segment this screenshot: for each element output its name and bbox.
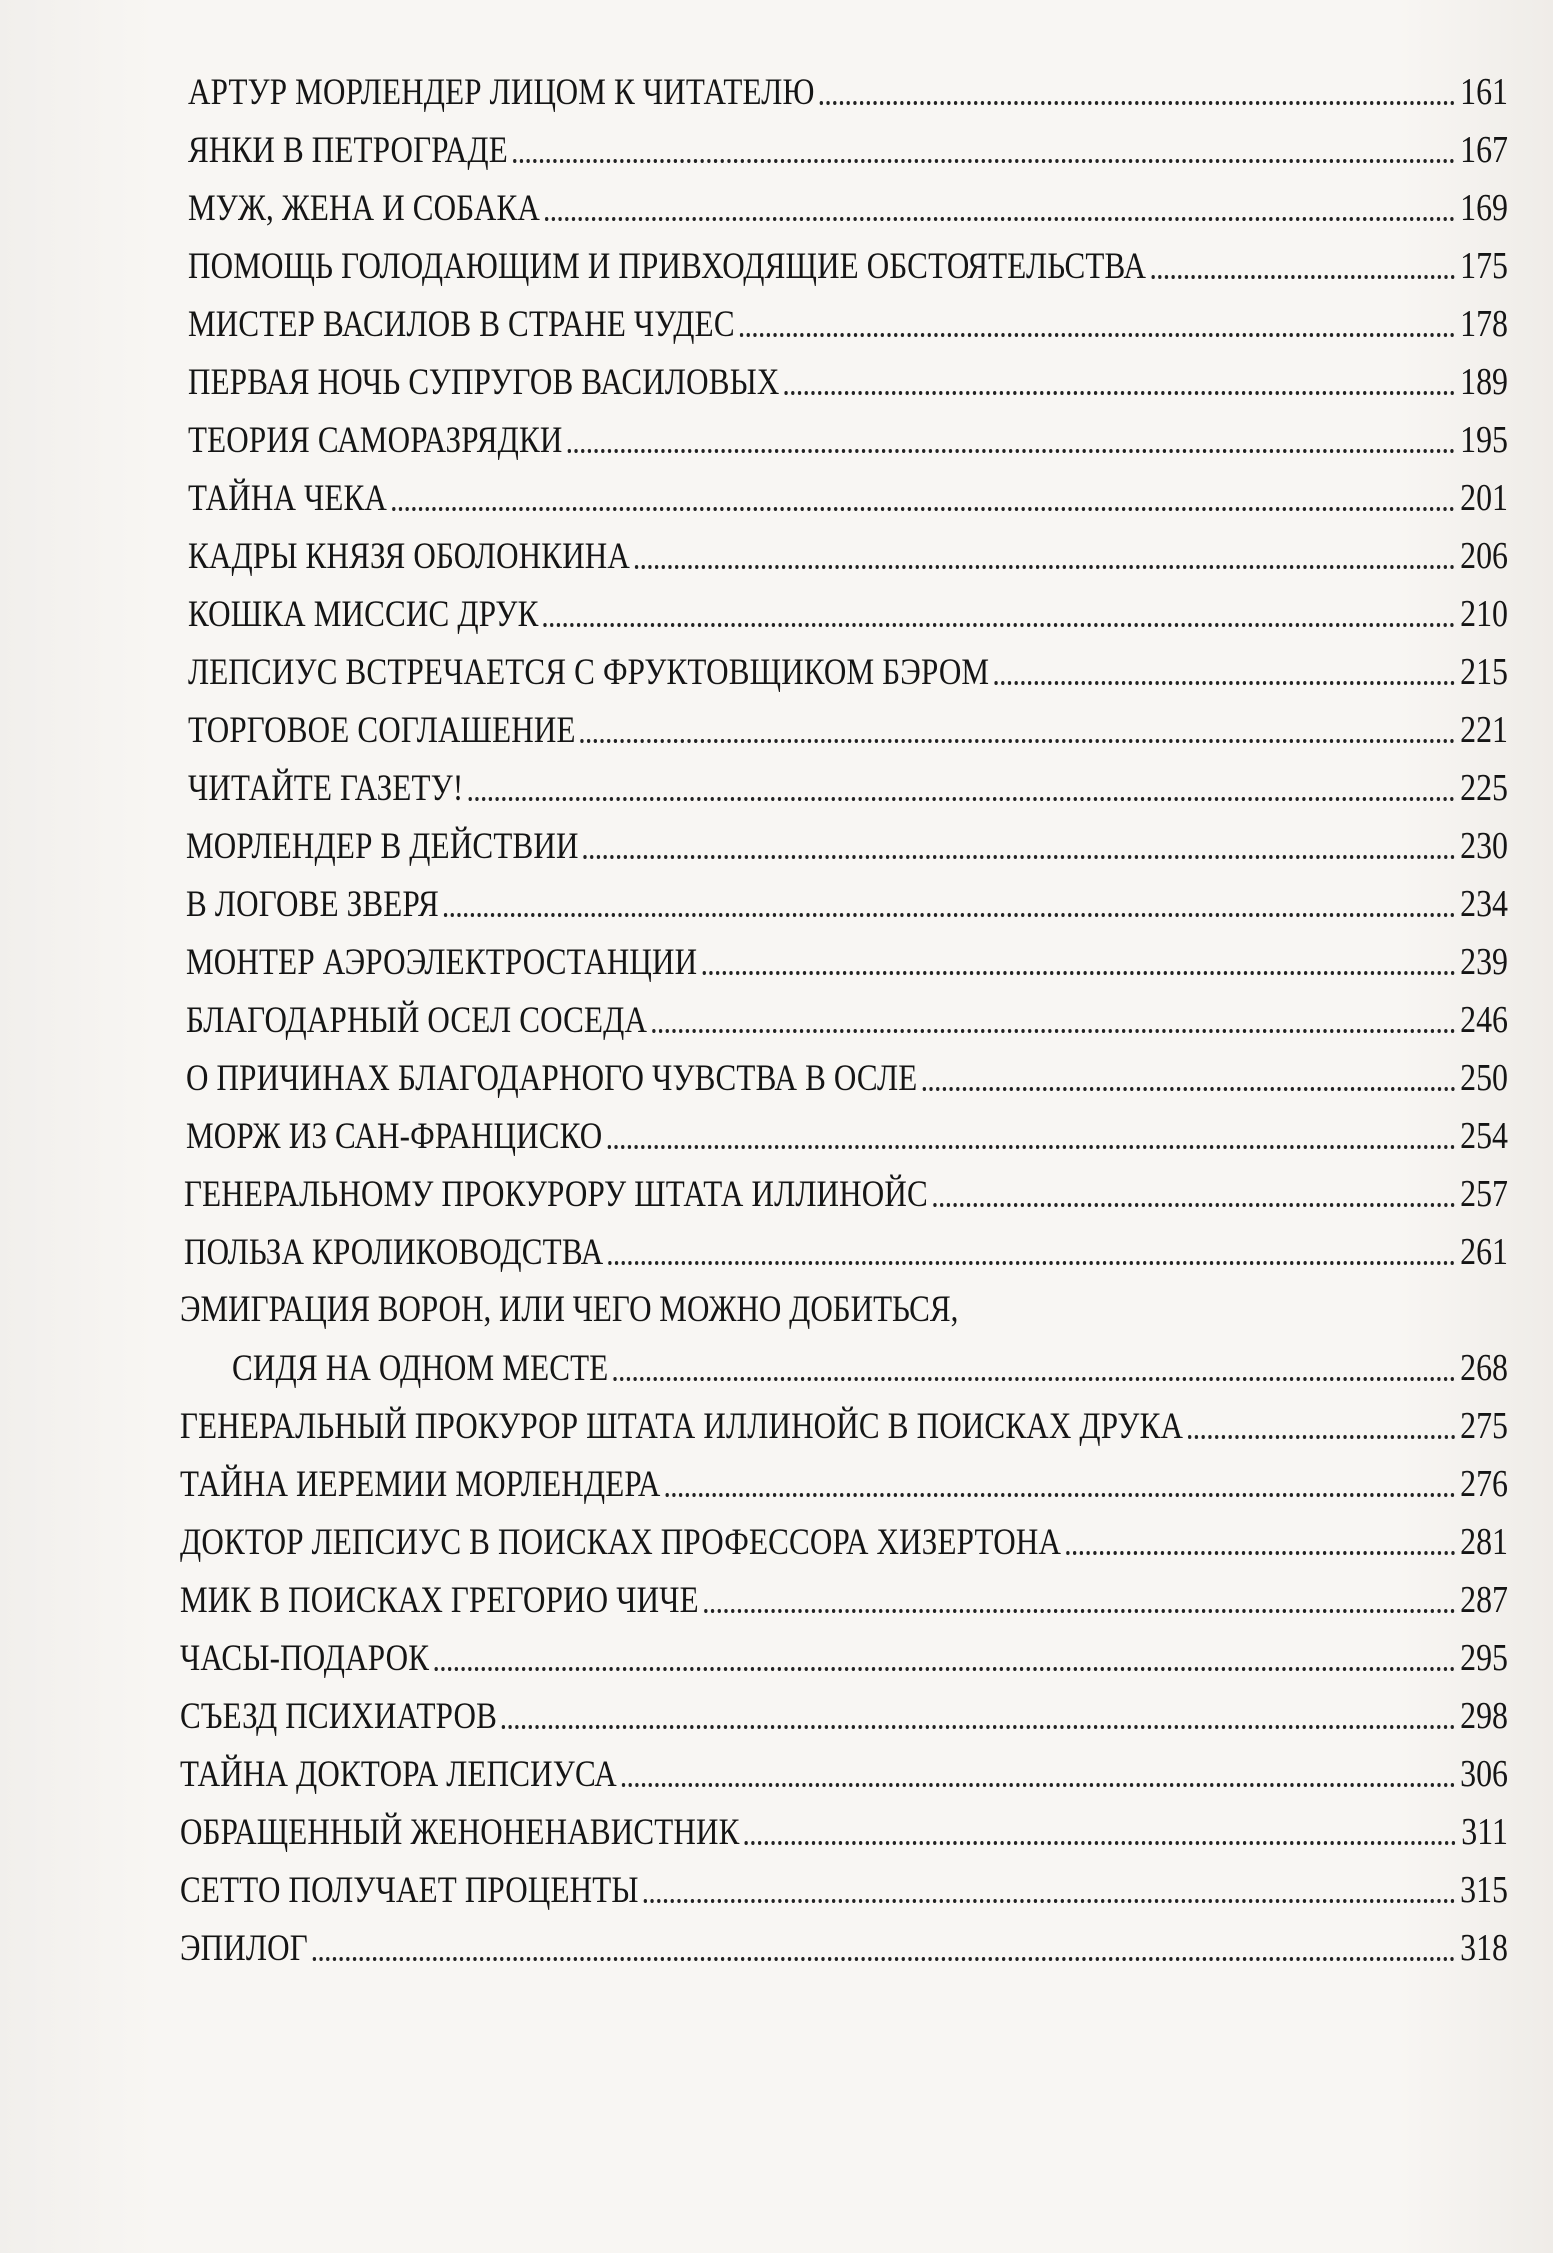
toc-title: КАДРЫ КНЯЗЯ ОБОЛОНКИНА [188, 536, 631, 577]
dot-leader [513, 159, 1455, 163]
toc-title: МОРЛЕНДЕР В ДЕЙСТВИИ [186, 826, 579, 867]
dot-leader [635, 565, 1455, 569]
toc-page-number: 275 [1460, 1405, 1508, 1447]
dot-leader [468, 797, 1455, 801]
toc-page-number: 175 [1460, 245, 1508, 287]
dot-leader [502, 1725, 1455, 1729]
toc-entry [180, 1694, 1508, 1739]
toc-title: ПОЛЬЗА КРОЛИКОВОДСТВА [184, 1232, 604, 1273]
toc-page-number: 311 [1461, 1811, 1508, 1853]
dot-leader [613, 1377, 1455, 1381]
dot-leader [584, 855, 1455, 859]
toc-title: МОРЖ ИЗ САН-ФРАНЦИСКО [186, 1116, 603, 1157]
toc-page-number: 161 [1460, 71, 1508, 113]
toc-page-number: 318 [1460, 1927, 1508, 1969]
dot-leader [702, 971, 1455, 975]
toc-entry [180, 1868, 1508, 1913]
dot-leader [1066, 1551, 1455, 1555]
dot-leader [652, 1029, 1455, 1033]
dot-leader [544, 623, 1456, 627]
toc-page-number: 287 [1460, 1579, 1508, 1621]
toc-page-number: 230 [1460, 825, 1508, 867]
toc-page-number: 261 [1460, 1231, 1508, 1273]
toc-title: ТЕОРИЯ САМОРАЗРЯДКИ [188, 420, 563, 461]
toc-page-number: 189 [1460, 361, 1508, 403]
dot-leader [994, 681, 1455, 685]
dot-leader [1151, 275, 1455, 279]
toc-entry [188, 128, 1508, 173]
toc-page-number: 276 [1460, 1463, 1508, 1505]
toc-entry [184, 1230, 1508, 1275]
toc-entry [188, 244, 1508, 289]
toc-title: ГЕНЕРАЛЬНЫЙ ПРОКУРОР ШТАТА ИЛЛИНОЙС В ПОИСКАХ ДРУКА [180, 1406, 1184, 1447]
toc-title: СЪЕЗД ПСИХИАТРОВ [180, 1696, 498, 1737]
toc-page-number: 169 [1460, 187, 1508, 229]
toc-title: БЛАГОДАРНЫЙ ОСЕЛ СОСЕДА [186, 1000, 648, 1041]
toc-title: ТАЙНА ИЕРЕМИИ МОРЛЕНДЕРА [180, 1464, 661, 1505]
toc-page-number: 201 [1460, 477, 1508, 519]
toc-page-number: 215 [1460, 651, 1508, 693]
toc-title: МИК В ПОИСКАХ ГРЕГОРИО ЧИЧЕ [180, 1580, 699, 1621]
toc-page-number: 210 [1460, 593, 1508, 635]
toc-entry [188, 476, 1508, 521]
dot-leader [434, 1667, 1455, 1671]
toc-entry [232, 1346, 1508, 1391]
toc-page-number: 221 [1460, 709, 1508, 751]
toc-title: ПОМОЩЬ ГОЛОДАЮЩИМ И ПРИВХОДЯЩИЕ ОБСТОЯТЕЛЬСТВА [188, 246, 1147, 287]
toc-entry [188, 302, 1508, 347]
toc-title: ГЕНЕРАЛЬНОМУ ПРОКУРОРУ ШТАТА ИЛЛИНОЙС [184, 1174, 928, 1215]
toc-entry [188, 650, 1508, 695]
toc-entry [188, 360, 1508, 405]
toc-title: АРТУР МОРЛЕНДЕР ЛИЦОМ К ЧИТАТЕЛЮ [188, 72, 815, 113]
toc-entry [184, 1172, 1508, 1217]
toc-page-number: 246 [1460, 999, 1508, 1041]
toc-entry [180, 1578, 1508, 1623]
toc-entry [180, 1636, 1508, 1681]
dot-leader [666, 1493, 1456, 1497]
dot-leader [820, 101, 1455, 105]
toc-title: СЕТТО ПОЛУЧАЕТ ПРОЦЕНТЫ [180, 1870, 639, 1911]
toc-title: МИСТЕР ВАСИЛОВ В СТРАНЕ ЧУДЕС [188, 304, 735, 345]
toc-entry [180, 1462, 1508, 1507]
dot-leader [607, 1145, 1455, 1149]
toc-entry [188, 418, 1508, 463]
toc-title: ДОКТОР ЛЕПСИУС В ПОИСКАХ ПРОФЕССОРА ХИЗЕРТОНА [180, 1522, 1062, 1563]
dot-leader [392, 507, 1455, 511]
toc-page-number: 268 [1460, 1347, 1508, 1389]
toc-title: ТАЙНА ДОКТОРА ЛЕПСИУСА [180, 1754, 617, 1795]
toc-entry [180, 1926, 1508, 1971]
toc-title: МУЖ, ЖЕНА И СОБАКА [188, 188, 540, 229]
toc-page-number: 225 [1460, 767, 1508, 809]
toc-title: ТАЙНА ЧЕКА [188, 478, 388, 519]
toc-entry [186, 882, 1508, 927]
toc-title: ПЕРВАЯ НОЧЬ СУПРУГОВ ВАСИЛОВЫХ [188, 362, 780, 403]
toc-title: ОБРАЩЕННЫЙ ЖЕНОНЕНАВИСТНИК [180, 1812, 740, 1853]
dot-leader [608, 1261, 1455, 1265]
toc-entry [188, 592, 1508, 637]
toc-entry [180, 1810, 1508, 1855]
dot-leader [740, 333, 1455, 337]
toc-entry [180, 1520, 1508, 1565]
toc-title: В ЛОГОВЕ ЗВЕРЯ [186, 884, 439, 925]
toc-title: СИДЯ НА ОДНОМ МЕСТЕ [232, 1348, 609, 1389]
toc-page-number: 206 [1460, 535, 1508, 577]
toc-entry [186, 1114, 1508, 1159]
toc-page-number: 178 [1460, 303, 1508, 345]
toc-page-number: 281 [1460, 1521, 1508, 1563]
dot-leader [444, 913, 1455, 917]
toc-entry [188, 766, 1508, 811]
toc-page-number: 239 [1460, 941, 1508, 983]
dot-leader [568, 449, 1455, 453]
toc-page-number: 306 [1460, 1753, 1508, 1795]
toc-title-line: ЭМИГРАЦИЯ ВОРОН, ИЛИ ЧЕГО МОЖНО ДОБИТЬСЯ, [180, 1289, 959, 1330]
toc-title: ЧАСЫ-ПОДАРОК [180, 1638, 430, 1679]
toc-page-number: 254 [1460, 1115, 1508, 1157]
dot-leader [313, 1957, 1455, 1961]
dot-leader [704, 1609, 1455, 1613]
toc-entry [188, 70, 1508, 115]
toc-page-number: 250 [1460, 1057, 1508, 1099]
dot-leader [644, 1899, 1455, 1903]
dot-leader [545, 217, 1455, 221]
toc-entry [188, 534, 1508, 579]
dot-leader [933, 1203, 1455, 1207]
dot-leader [1188, 1435, 1455, 1439]
toc-entry [180, 1752, 1508, 1797]
toc-page-number: 295 [1460, 1637, 1508, 1679]
toc-page-number: 257 [1460, 1173, 1508, 1215]
toc-page-number: 167 [1460, 129, 1508, 171]
toc-title: МОНТЕР АЭРОЭЛЕКТРОСТАНЦИИ [186, 942, 698, 983]
toc-entry [186, 940, 1508, 985]
toc-page-number: 234 [1460, 883, 1508, 925]
toc-title: ЧИТАЙТЕ ГАЗЕТУ! [188, 768, 464, 809]
toc-entry [186, 824, 1508, 869]
dot-leader [622, 1783, 1455, 1787]
toc-page-number: 298 [1460, 1695, 1508, 1737]
toc-entry [186, 998, 1508, 1043]
dot-leader [922, 1087, 1455, 1091]
toc-title: О ПРИЧИНАХ БЛАГОДАРНОГО ЧУВСТВА В ОСЛЕ [186, 1058, 918, 1099]
toc-entry [180, 1404, 1508, 1449]
toc-title: ЛЕПСИУС ВСТРЕЧАЕТСЯ С ФРУКТОВЩИКОМ БЭРОМ [188, 652, 990, 693]
dot-leader [785, 391, 1456, 395]
toc-title: КОШКА МИССИС ДРУК [188, 594, 539, 635]
toc-title: ЯНКИ В ПЕТРОГРАДЕ [188, 130, 508, 171]
toc-entry [188, 186, 1508, 231]
toc-title: ЭПИЛОГ [180, 1928, 308, 1969]
toc-page-number: 195 [1460, 419, 1508, 461]
toc-entry [188, 708, 1508, 753]
toc-page-number: 315 [1460, 1869, 1508, 1911]
toc-entry [186, 1056, 1508, 1101]
dot-leader [581, 739, 1455, 743]
toc-title: ТОРГОВОЕ СОГЛАШЕНИЕ [188, 710, 576, 751]
dot-leader [745, 1841, 1457, 1845]
